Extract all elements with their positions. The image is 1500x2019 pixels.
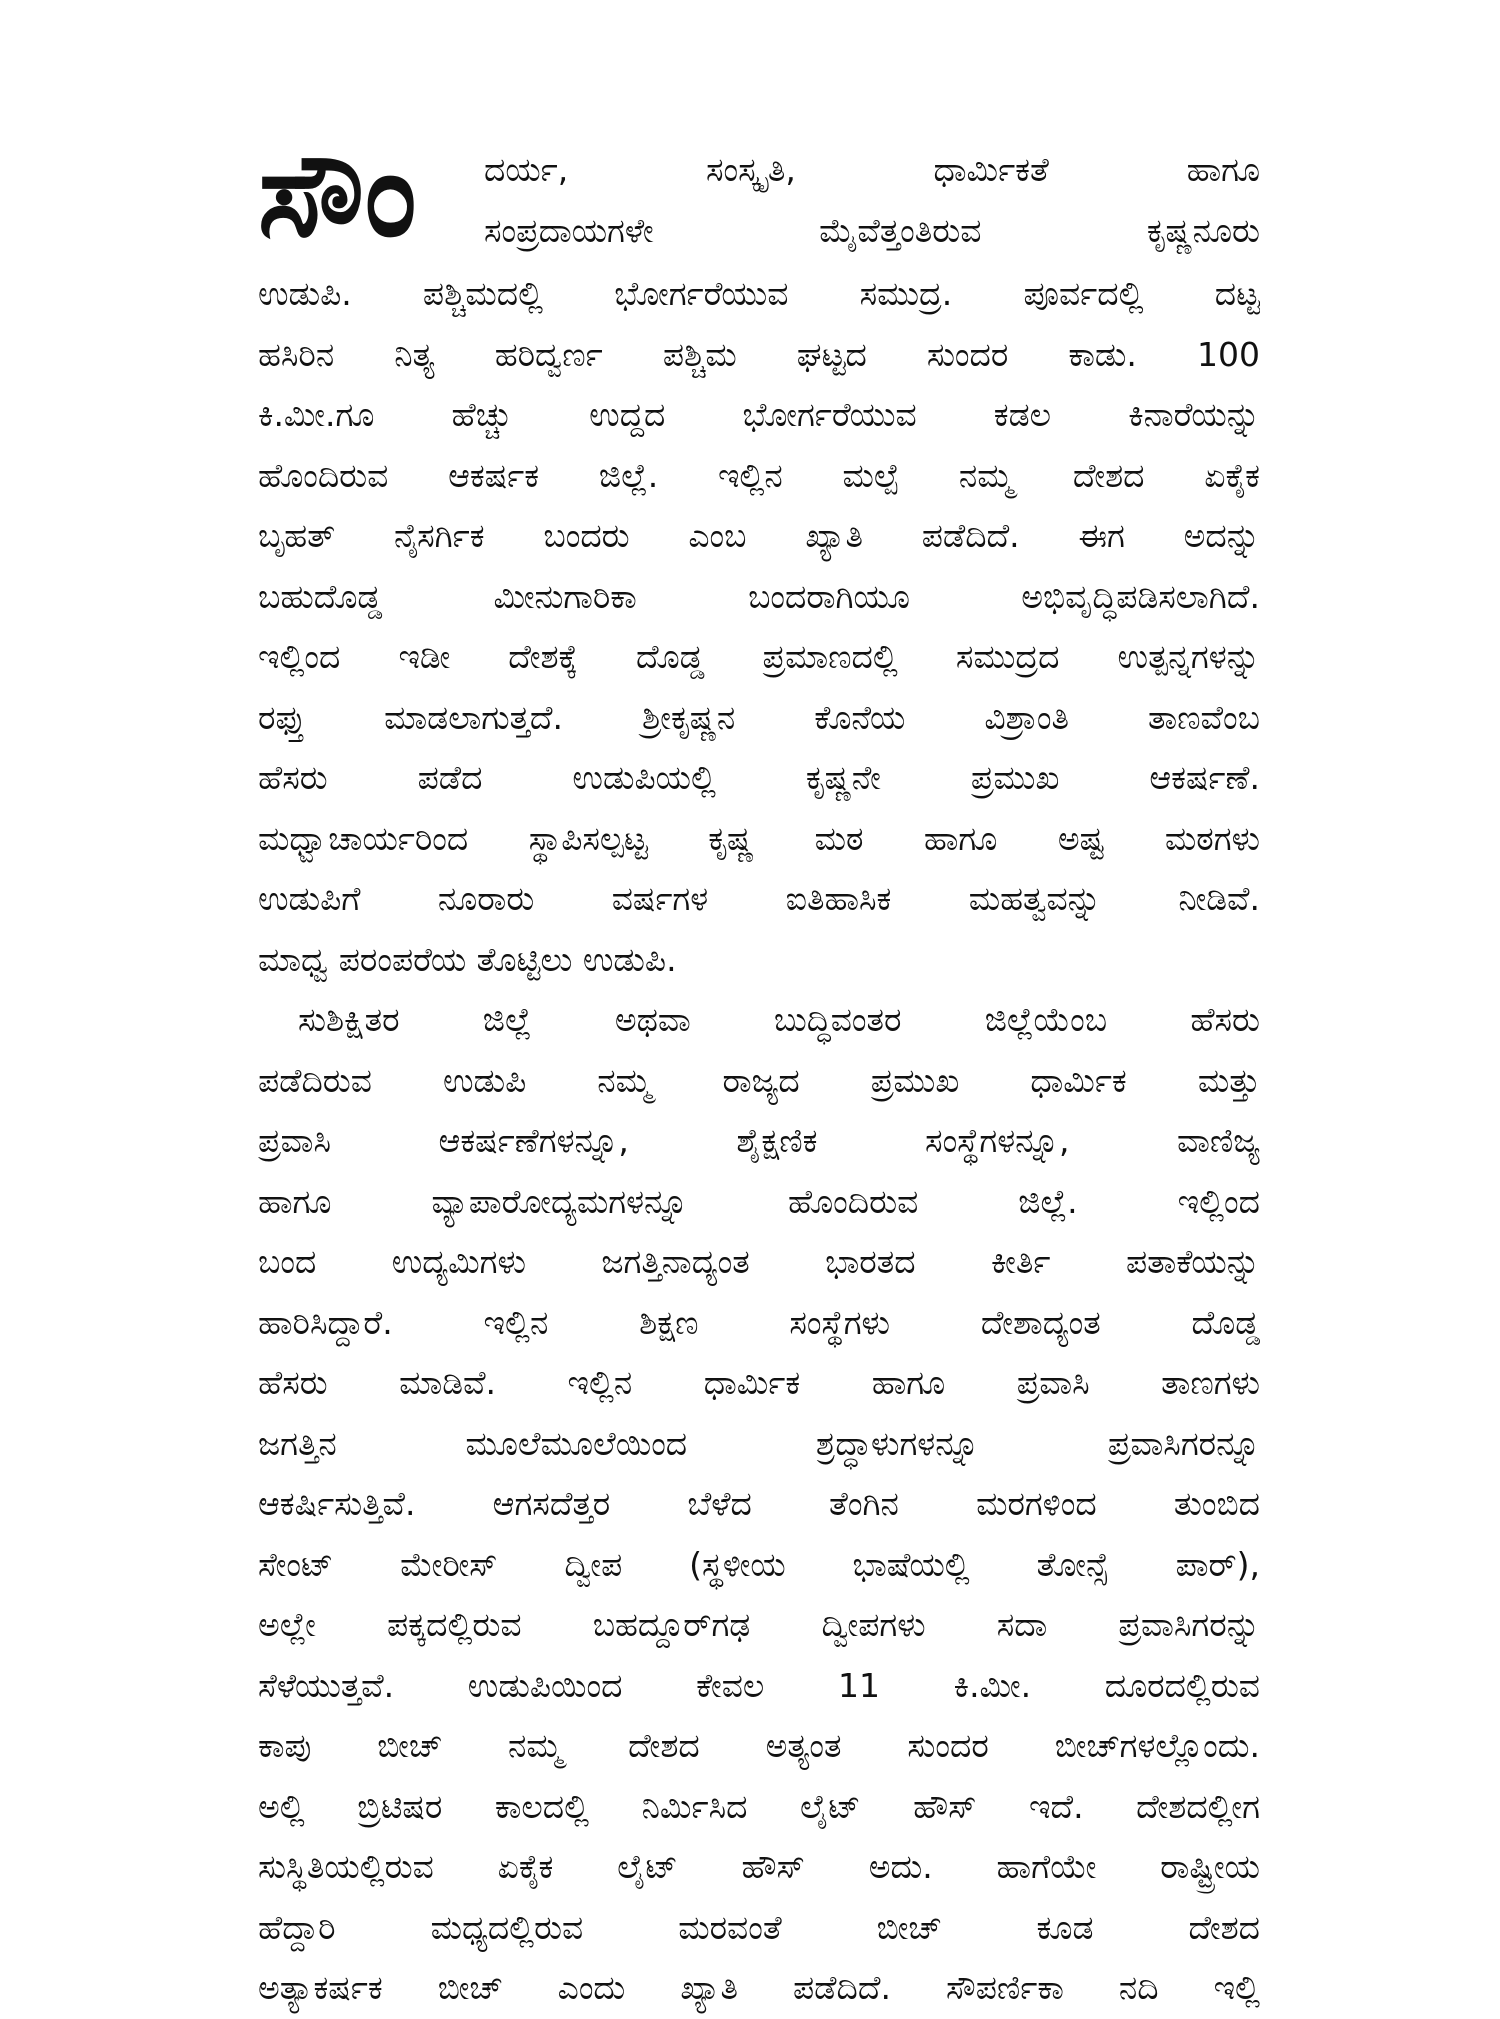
drop-cap: ಸೌಂ xyxy=(258,125,415,263)
text-line: ಉಡುಪಿಗೆ ನೂರಾರು ವರ್ಷಗಳ ಐತಿಹಾಸಿಕ ಮಹತ್ವವನ್ನು ನೀಡಿವೆ. xyxy=(258,879,1260,918)
text-line: ದರ್ಯ, ಸಂಸ್ಕೃತಿ, ಧಾರ್ಮಿಕತೆ ಹಾಗೂ xyxy=(484,150,1260,189)
text-line: ಮಧ್ವಾಚಾರ್ಯರಿಂದ ಸ್ಥಾಪಿಸಲ್ಪಟ್ಟ ಕೃಷ್ಣ ಮಠ ಹಾಗೂ ಅಷ್ಟ ಮಠಗಳು xyxy=(258,818,1260,858)
text-line: ಸೆಳೆಯುತ್ತವೆ. ಉಡುಪಿಯಿಂದ ಕೇವಲ 11 ಕಿ.ಮೀ. ದೂರದಲ್ಲಿರುವ xyxy=(258,1665,1260,1705)
text-line: ಪಡೆದಿರುವ ಉಡುಪಿ ನಮ್ಮ ರಾಜ್ಯದ ಪ್ರಮುಖ ಧಾರ್ಮಿಕ ಮತ್ತು xyxy=(258,1060,1260,1100)
text-line: ಹಸಿರಿನ ನಿತ್ಯ ಹರಿದ್ವರ್ಣ ಪಶ್ಚಿಮ ಘಟ್ಟದ ಸುಂದರ ಕಾಡು. 100 xyxy=(258,334,1260,374)
text-line: ಹಾರಿಸಿದ್ದಾರೆ. ಇಲ್ಲಿನ ಶಿಕ್ಷಣ ಸಂಸ್ಥೆಗಳು ದೇಶಾದ್ಯಂತ ದೊಡ್ಡ xyxy=(258,1302,1260,1342)
article-body xyxy=(258,125,1260,2019)
text-line: ಸುಸ್ಥಿತಿಯಲ್ಲಿರುವ ಏಕೈಕ ಲೈಟ್ ಹೌಸ್ ಅದು. ಹಾಗೆಯೇ ರಾಷ್ಟ್ರೀಯ xyxy=(258,1847,1260,1886)
text-line: ಬೃಹತ್ ನೈಸರ್ಗಿಕ ಬಂದರು ಎಂಬ ಖ್ಯಾತಿ ಪಡೆದಿದೆ. ಈಗ ಅದನ್ನು xyxy=(258,516,1260,555)
text-line: ಹೆಸರು ಮಾಡಿವೆ. ಇಲ್ಲಿನ ಧಾರ್ಮಿಕ ಹಾಗೂ ಪ್ರವಾಸಿ ತಾಣಗಳು xyxy=(258,1363,1260,1402)
text-line: ಸಂಪ್ರದಾಯಗಳೇ ಮೈವೆತ್ತಂತಿರುವ ಕೃಷ್ಣನೂರು xyxy=(484,210,1260,250)
text-line: ಇಲ್ಲಿಂದ ಇಡೀ ದೇಶಕ್ಕೆ ದೊಡ್ಡ ಪ್ರಮಾಣದಲ್ಲಿ ಸಮುದ್ರದ ಉತ್ಪನ್ನಗಳನ್ನು xyxy=(258,637,1260,676)
text-line: ರಫ್ತು ಮಾಡಲಾಗುತ್ತದೆ. ಶ್ರೀಕೃಷ್ಣನ ಕೊನೆಯ ವಿಶ್ರಾಂತಿ ತಾಣವೆಂಬ xyxy=(258,697,1260,737)
text-line: ಹೆಸರು ಪಡೆದ ಉಡುಪಿಯಲ್ಲಿ ಕೃಷ್ಣನೇ ಪ್ರಮುಖ ಆಕರ್ಷಣೆ. xyxy=(258,758,1260,797)
text-line: ಹಾಗೂ ವ್ಯಾಪಾರೋದ್ಯಮಗಳನ್ನೂ ಹೊಂದಿರುವ ಜಿಲ್ಲೆ. ಇಲ್ಲಿಂದ xyxy=(258,1181,1260,1221)
text-line: ಅಲ್ಲಿ ಬ್ರಿಟಿಷರ ಕಾಲದಲ್ಲಿ ನಿರ್ಮಿಸಿದ ಲೈಟ್ ಹೌಸ್ ಇದೆ. ದೇಶದಲ್ಲೀಗ xyxy=(258,1786,1260,1826)
text-line: ಅತ್ಯಾಕರ್ಷಕ ಬೀಚ್ ಎಂದು ಖ್ಯಾತಿ ಪಡೆದಿದೆ. ಸೌಪರ್ಣಿಕಾ ನದಿ ಇಲ್ಲಿ xyxy=(258,1968,1260,2007)
text-line: ಉಡುಪಿ. ಪಶ್ಚಿಮದಲ್ಲಿ ಭೋರ್ಗರೆಯುವ ಸಮುದ್ರ. ಪೂರ್ವದಲ್ಲಿ ದಟ್ಟ xyxy=(258,274,1260,313)
text-line: ಕಾಪು ಬೀಚ್ ನಮ್ಮ ದೇಶದ ಅತ್ಯಂತ ಸುಂದರ ಬೀಚ್‌ಗಳಲ್ಲೊಂದು. xyxy=(258,1726,1260,1765)
text-line: ಹೆದ್ದಾರಿ ಮಧ್ಯದಲ್ಲಿರುವ ಮರವಂತೆ ಬೀಚ್ ಕೂಡ ದೇಶದ xyxy=(258,1907,1260,1947)
text-line: ಮಾಧ್ವ ಪರಂಪರೆಯ ತೊಟ್ಟಿಲು ಉಡುಪಿ. xyxy=(258,939,677,979)
text-line: ಆಕರ್ಷಿಸುತ್ತಿವೆ. ಆಗಸದೆತ್ತರ ಬೆಳೆದ ತೆಂಗಿನ ಮರಗಳಿಂದ ತುಂಬಿದ xyxy=(258,1484,1260,1523)
text-line: ಹೊಂದಿರುವ ಆಕರ್ಷಕ ಜಿಲ್ಲೆ. ಇಲ್ಲಿನ ಮಲ್ಪೆ ನಮ್ಮ ದೇಶದ ಏಕೈಕ xyxy=(258,455,1260,495)
text-line: ಪ್ರವಾಸಿ ಆಕರ್ಷಣೆಗಳನ್ನೂ, ಶೈಕ್ಷಣಿಕ ಸಂಸ್ಥೆಗಳನ್ನೂ, ವಾಣಿಜ್ಯ xyxy=(258,1121,1260,1160)
text-line: ಸೇಂಟ್ ಮೇರೀಸ್ ದ್ವೀಪ (ಸ್ಥಳೀಯ ಭಾಷೆಯಲ್ಲಿ ತೋನ್ಸೆ ಪಾರ್), xyxy=(258,1544,1260,1584)
dropcap-side-lines xyxy=(484,140,1260,261)
text-line: ಜಗತ್ತಿನ ಮೂಲೆಮೂಲೆಯಿಂದ ಶ್ರದ್ಧಾಳುಗಳನ್ನೂ ಪ್ರವಾಸಿಗರನ್ನೂ xyxy=(258,1423,1260,1463)
paragraph-1 xyxy=(258,264,1260,990)
text-line: ಬಂದ ಉದ್ಯಮಿಗಳು ಜಗತ್ತಿನಾದ್ಯಂತ ಭಾರತದ ಕೀರ್ತಿ ಪತಾಕೆಯನ್ನು xyxy=(258,1242,1260,1281)
text-line: ಕಿ.ಮೀ.ಗೂ ಹೆಚ್ಚು ಉದ್ದದ ಭೋರ್ಗರೆಯುವ ಕಡಲ ಕಿನಾರೆಯನ್ನು xyxy=(258,395,1260,434)
text-line: ಅಲ್ಲೇ ಪಕ್ಕದಲ್ಲಿರುವ ಬಹದ್ದೂರ್‌ಗಢ ದ್ವೀಪಗಳು ಸದಾ ಪ್ರವಾಸಿಗರನ್ನು xyxy=(258,1605,1260,1644)
opening-lines xyxy=(258,125,1260,264)
text-line: ಸುಶಿಕ್ಷಿತರ ಜಿಲ್ಲೆ ಅಥವಾ ಬುದ್ಧಿವಂತರ ಜಿಲ್ಲೆಯೆಂಬ ಹೆಸರು xyxy=(298,1000,1260,1039)
text-line: ಬಹುದೊಡ್ಡ ಮೀನುಗಾರಿಕಾ ಬಂದರಾಗಿಯೂ ಅಭಿವೃದ್ಧಿಪಡಿಸಲಾಗಿದೆ. xyxy=(258,576,1260,616)
paragraph-2 xyxy=(258,990,1260,2019)
